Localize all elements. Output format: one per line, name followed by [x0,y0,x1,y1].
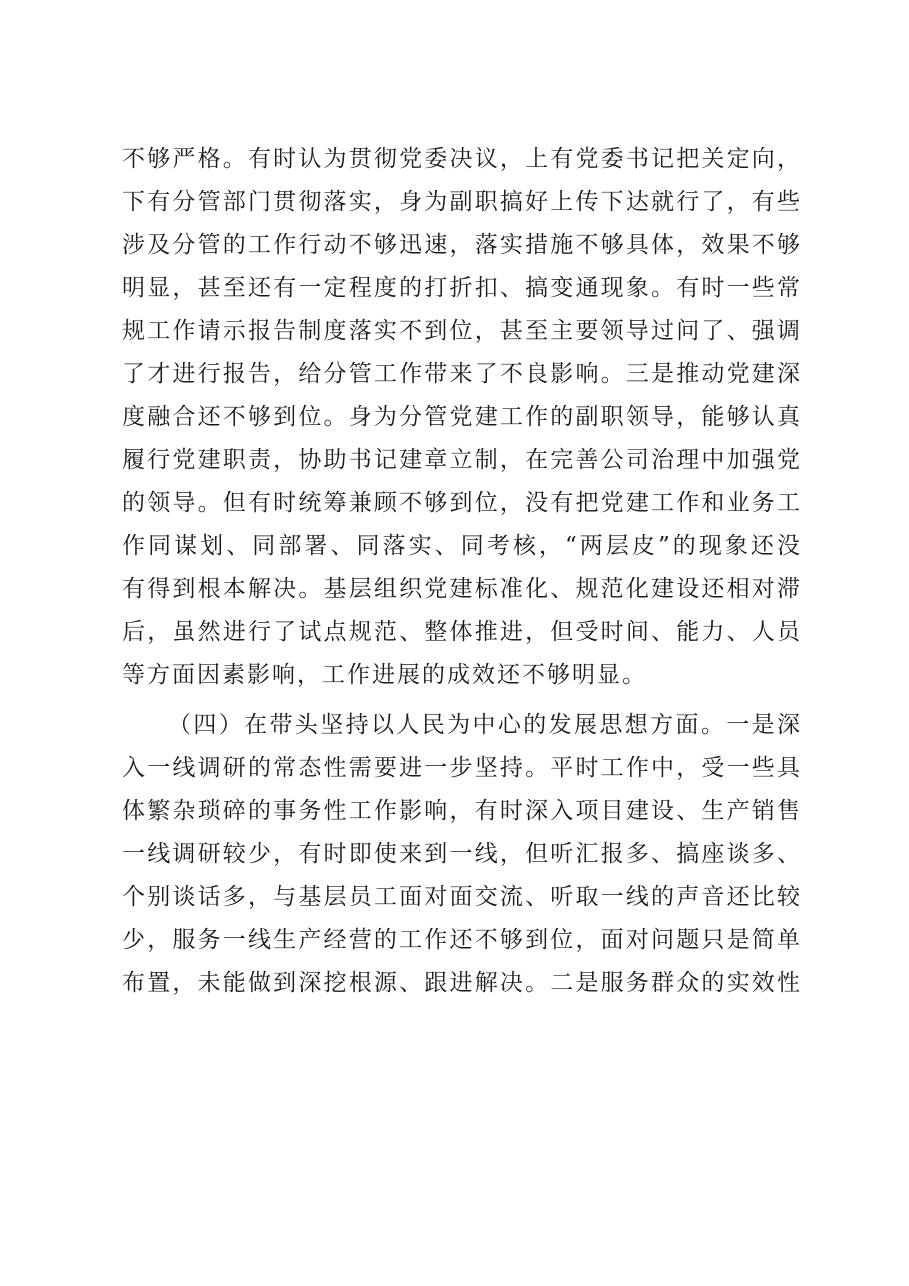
document-body [122,138,802,1005]
paragraph-1-line-12: 后，虽然进行了试点规范、整体推进，但受时间、能力、人员 [122,619,802,645]
paragraph-1-line-13: 等方面因素影响，工作进展的成效还不够明显。 [122,662,647,688]
paragraph-2-line-7: 布置，未能做到深挖根源、跟进解决。二是服务群众的实效性 [122,970,802,996]
paragraph-1-line-10: 作同谋划、同部署、同落实、同考核，“两层皮”的现象还没 [122,533,802,559]
paragraph-2 [122,704,802,1005]
paragraph-1-line-5: 规工作请示报告制度落实不到位，甚至主要领导过问了、强调 [122,318,802,344]
paragraph-1-line-1: 不够严格。有时认为贯彻党委决议，上有党委书记把关定向， [122,146,802,172]
paragraph-2-line-4: 一线调研较少，有时即使来到一线，但听汇报多、搞座谈多、 [122,841,802,867]
paragraph-1-line-2: 下有分管部门贯彻落实，身为副职搞好上传下达就行了，有些 [122,189,802,215]
paragraph-1-line-4: 明显，甚至还有一定程度的打折扣、搞变通现象。有时一些常 [122,275,802,301]
paragraph-1-line-3: 涉及分管的工作行动不够迅速，落实措施不够具体，效果不够 [122,232,802,258]
paragraph-1-line-6: 了才进行报告，给分管工作带来了不良影响。三是推动党建深 [122,361,802,387]
paragraph-2-line-2: 入一线调研的常态性需要进一步坚持。平时工作中，受一些具 [122,755,802,781]
paragraph-gap [122,697,802,704]
paragraph-1-line-9: 的领导。但有时统筹兼顾不够到位，没有把党建工作和业务工 [122,490,802,516]
paragraph-2-line-5: 个别谈话多，与基层员工面对面交流、听取一线的声音还比较 [122,884,802,910]
paragraph-2-line-1: （四）在带头坚持以人民为中心的发展思想方面。一是深 [168,712,802,738]
paragraph-2-line-3: 体繁杂琐碎的事务性工作影响，有时深入项目建设、生产销售 [122,798,802,824]
paragraph-1-line-11: 有得到根本解决。基层组织党建标准化、规范化建设还相对滞 [122,576,802,602]
paragraph-1-line-7: 度融合还不够到位。身为分管党建工作的副职领导，能够认真 [122,404,802,430]
paragraph-2-line-6: 少，服务一线生产经营的工作还不够到位，面对问题只是简单 [122,927,802,953]
paragraph-1 [122,138,802,697]
paragraph-1-line-8: 履行党建职责，协助书记建章立制，在完善公司治理中加强党 [122,447,802,473]
